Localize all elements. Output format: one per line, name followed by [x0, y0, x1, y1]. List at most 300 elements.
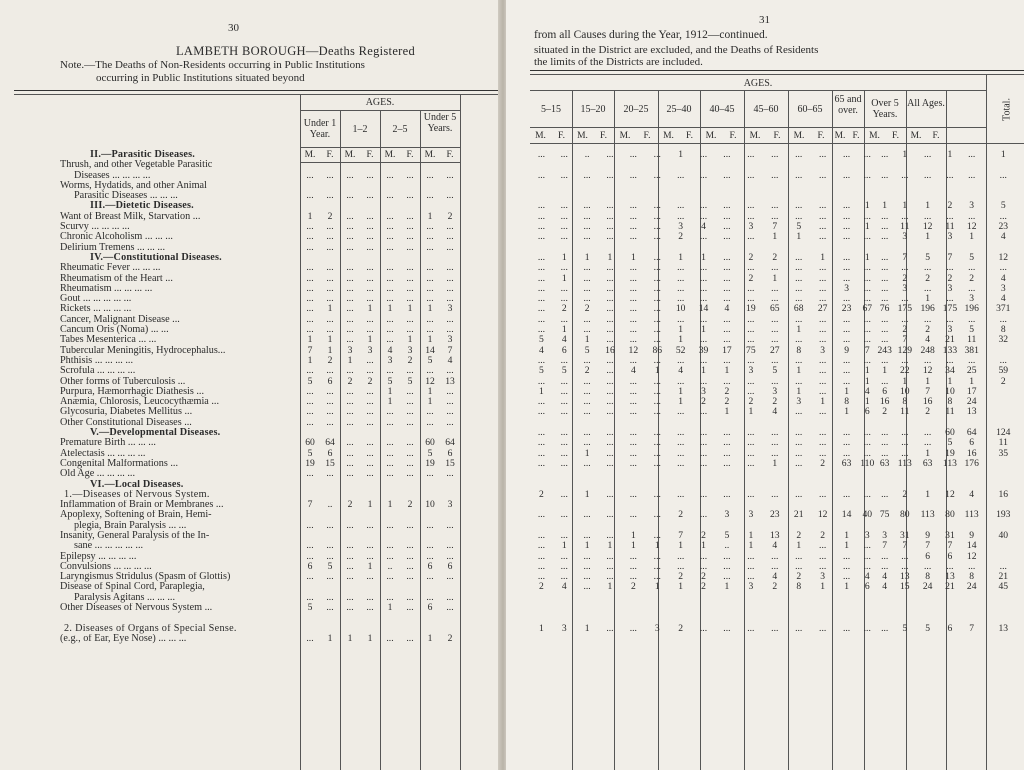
right-cell: [876, 603, 893, 613]
right-table-row: [530, 263, 1024, 273]
left-cell: 2: [367, 376, 373, 387]
left-cell: ...: [426, 191, 434, 202]
right-cell: ...: [747, 201, 755, 212]
right-cell: ...: [747, 355, 755, 366]
right-cell: ...: [560, 283, 568, 294]
right-cell: 17: [722, 345, 732, 356]
left-cell: ...: [306, 592, 314, 603]
left-cell: 6: [447, 448, 453, 459]
right-cell: 1: [654, 366, 660, 377]
right-cell: 10: [675, 304, 686, 315]
right-cell: 3: [864, 530, 870, 541]
right-cell: ...: [863, 211, 871, 222]
right-cell: [645, 613, 669, 623]
right-cell: ...: [747, 551, 755, 562]
right-cell: [961, 243, 983, 253]
right-cell: ...: [946, 263, 954, 274]
right-cell: [939, 521, 961, 531]
right-cell: [961, 418, 983, 428]
right-cell: [599, 418, 622, 428]
left-cell: ...: [366, 417, 374, 428]
right-cell: ...: [881, 489, 889, 500]
left-cell: 3: [407, 345, 413, 356]
right-cell: [692, 603, 715, 613]
right-cell: [645, 480, 669, 490]
left-cell: [380, 160, 400, 170]
left-cell: [300, 201, 320, 211]
right-cell: 1: [882, 366, 888, 377]
right-table-row: [530, 304, 1024, 314]
left-cell: 4: [447, 355, 453, 366]
left-cell: [380, 490, 400, 500]
right-cell: ...: [723, 263, 731, 274]
left-cell: [400, 510, 420, 520]
right-cell: ...: [863, 273, 871, 284]
right-cell: [893, 521, 916, 531]
left-cell: 1: [427, 397, 433, 408]
right-cell: ...: [560, 397, 568, 408]
right-cell: ...: [653, 438, 661, 449]
left-cell: [360, 428, 380, 438]
left-cell: ...: [346, 603, 354, 614]
left-cell: [420, 613, 440, 623]
left-cell: [420, 201, 440, 211]
right-cell: ...: [901, 170, 909, 181]
right-cell: 40: [862, 510, 873, 521]
right-cell: [859, 603, 876, 613]
right-cell: ...: [537, 283, 546, 294]
total-cell: [983, 469, 1024, 479]
right-cell: [553, 191, 576, 201]
right-cell: ...: [560, 510, 568, 521]
left-cell: [400, 181, 420, 191]
right-cell: [916, 418, 939, 428]
left-cell: ...: [366, 469, 374, 480]
cause-label: Congenital Malformations ...: [60, 458, 178, 469]
right-cell: 4: [561, 582, 567, 593]
right-cell: [599, 634, 622, 644]
cause-label: Cancer, Malignant Disease ...: [60, 314, 180, 325]
right-cell: [669, 603, 692, 613]
right-cell: 1: [678, 582, 684, 593]
right-cell: [787, 181, 811, 191]
left-cell: ...: [326, 417, 334, 428]
left-cell: ...: [326, 541, 334, 552]
right-cell: ...: [771, 551, 779, 562]
right-cell: [621, 593, 645, 603]
right-cell: [739, 243, 763, 253]
mf-label: F.: [446, 150, 454, 160]
right-cell: ...: [881, 376, 889, 387]
right-cell: [692, 500, 715, 510]
right-table-row: [530, 325, 1024, 335]
cause-label: Gout ... ... ... ... ...: [60, 294, 132, 305]
right-table-row: [530, 624, 1024, 634]
right-cell: ...: [537, 448, 546, 459]
right-cell: [763, 521, 787, 531]
left-cell: ...: [406, 222, 414, 233]
left-cell: [320, 253, 340, 263]
right-cell: ...: [968, 561, 976, 572]
right-cell: [763, 613, 787, 623]
right-cell: ...: [629, 448, 637, 459]
total-cell: 13: [998, 623, 1009, 634]
right-table-row: [530, 294, 1024, 304]
right-cell: 1: [630, 252, 636, 263]
right-cell: ...: [723, 222, 731, 233]
right-cell: ...: [747, 376, 755, 387]
top-rule-thin: [14, 94, 500, 95]
total-cell: [983, 418, 1024, 428]
left-cell: ...: [366, 520, 374, 531]
left-cell: [300, 531, 320, 541]
right-cell: [576, 634, 599, 644]
right-cell: ...: [863, 428, 871, 439]
right-cell: ...: [819, 314, 827, 325]
right-cell: ...: [901, 355, 909, 366]
right-cell: [576, 469, 599, 479]
right-cell: 3: [748, 366, 754, 377]
right-cell: ...: [747, 170, 755, 181]
right-cell: ...: [924, 428, 932, 439]
right-cell: [576, 521, 599, 531]
left-table-row: [60, 613, 460, 623]
right-cell: [621, 191, 645, 201]
left-table-row: [60, 253, 460, 263]
right-cell: [576, 243, 599, 253]
right-cell: [763, 469, 787, 479]
left-cell: ...: [406, 397, 414, 408]
mf-label: F.: [729, 131, 737, 141]
right-cell: ...: [653, 263, 661, 274]
cause-label: Epilepsy ... ... ... ...: [60, 551, 137, 562]
left-table-row: [60, 531, 460, 541]
cause-label: Laryngismus Stridulus (Spasm of Glottis): [60, 572, 231, 583]
left-table-row: [60, 562, 460, 572]
right-cell: [916, 634, 939, 644]
right-cell: 3: [772, 386, 778, 397]
right-cell: [811, 181, 835, 191]
left-cell: 1: [307, 335, 313, 346]
right-cell: 1: [969, 376, 975, 387]
right-table-row: [530, 552, 1024, 562]
right-cell: ...: [583, 263, 591, 274]
right-cell: ...: [771, 448, 779, 459]
right-cell: ...: [583, 572, 591, 583]
right-cell: 1: [864, 366, 870, 377]
left-cell: ...: [446, 222, 454, 233]
right-cell: 14: [841, 510, 852, 521]
right-cell: 2: [678, 510, 684, 521]
right-cell: 7: [947, 541, 953, 552]
right-cell: [669, 521, 692, 531]
left-table-row: [60, 191, 460, 201]
right-cell: ...: [653, 335, 661, 346]
right-cell: ...: [629, 325, 637, 336]
right-cell: 3: [701, 386, 706, 397]
cause-label: VI.—Local Diseases.: [90, 479, 184, 490]
right-cell: [715, 480, 739, 490]
cause-label: Tubercular Meningitis, Hydrocephalus...: [60, 345, 226, 356]
mf-label: M.: [384, 150, 396, 160]
right-cell: [787, 243, 811, 253]
left-cell: 1: [407, 335, 413, 346]
left-cell: 19: [305, 458, 315, 469]
right-cell: [787, 634, 811, 644]
right-cell: 1: [864, 222, 870, 233]
right-cell: 4: [678, 366, 684, 377]
left-cell: ...: [306, 263, 314, 274]
mf-label: F.: [892, 131, 899, 141]
right-cell: [621, 181, 645, 191]
right-cell: [645, 191, 669, 201]
right-cell: ...: [699, 263, 708, 274]
right-ages-header: AGES.: [743, 78, 773, 89]
right-cell: 1: [844, 530, 849, 541]
right-cell: ...: [653, 325, 661, 336]
right-cell: ...: [606, 376, 614, 387]
right-cell: ...: [924, 283, 932, 294]
left-cell: [440, 150, 460, 160]
right-cell: ...: [771, 325, 779, 336]
right-cell: [811, 243, 835, 253]
right-cell: ...: [795, 170, 803, 181]
right-cell: ...: [863, 489, 871, 500]
left-cell: [360, 510, 380, 520]
right-cell: 1: [844, 541, 849, 552]
right-cell: ...: [629, 355, 637, 366]
left-cell: [340, 480, 360, 490]
right-cell: 4: [925, 335, 931, 346]
right-cell: [715, 500, 739, 510]
right-cell: ...: [537, 252, 546, 263]
total-cell: 371: [996, 304, 1011, 315]
left-cell: ...: [446, 386, 454, 397]
left-table-row: [60, 315, 460, 325]
right-cell: [621, 480, 645, 490]
top-rule: [14, 90, 500, 91]
right-cell: ...: [629, 438, 637, 449]
right-table-row: [530, 521, 1024, 531]
right-cell: ...: [747, 232, 755, 243]
right-table-row: [530, 459, 1024, 469]
right-cell: ...: [699, 335, 708, 346]
left-cell: ...: [366, 438, 374, 449]
left-cell: ...: [426, 294, 434, 305]
left-cell: ...: [326, 242, 334, 253]
col-5-15: 5–15: [541, 104, 561, 115]
total-cell: [983, 160, 1024, 170]
left-table-row: [60, 284, 460, 294]
right-cell: ...: [842, 428, 851, 439]
right-cell: 10: [945, 386, 955, 397]
right-cell: [916, 480, 939, 490]
right-cell: ...: [819, 170, 827, 181]
right-cell: ...: [606, 561, 614, 572]
right-cell: ...: [653, 232, 661, 243]
left-cell: ...: [426, 551, 434, 562]
right-cell: ...: [842, 366, 851, 377]
right-cell: [961, 469, 983, 479]
left-cell: [400, 531, 420, 541]
right-cell: [859, 480, 876, 490]
cause-label: Glycosuria, Diabetes Mellitus ...: [60, 407, 193, 418]
right-cell: 2: [772, 582, 778, 593]
right-cell: ...: [863, 623, 871, 634]
right-cell: [530, 603, 553, 613]
left-cell: ...: [326, 314, 334, 325]
left-table-row: [60, 222, 460, 232]
right-cell: 5: [969, 252, 975, 263]
right-cell: 1: [925, 201, 931, 212]
note-line-2: occurring in Public Institutions situated beyond: [96, 72, 305, 84]
left-cell: ...: [386, 541, 394, 552]
right-cell: [553, 521, 576, 531]
right-cell: 1: [561, 273, 567, 284]
cause-label: Rickets ... ... ... ...: [60, 304, 132, 315]
left-ages-header: AGES.: [365, 97, 395, 108]
right-cell: ...: [606, 428, 614, 439]
left-cell: ...: [386, 633, 394, 644]
left-cell: [380, 613, 400, 623]
right-cell: [739, 418, 763, 428]
right-cell: ...: [795, 201, 803, 212]
left-cell: [300, 160, 320, 170]
left-cell: ...: [386, 417, 394, 428]
right-cell: 75: [746, 345, 756, 356]
right-cell: 13: [945, 572, 955, 583]
right-cell: [811, 593, 835, 603]
right-cell: ...: [924, 438, 932, 449]
left-cell: [320, 201, 340, 211]
right-cell: 3: [748, 582, 754, 593]
right-cell: [669, 634, 692, 644]
right-cell: ...: [747, 211, 755, 222]
right-cell: [876, 521, 893, 531]
right-cell: [530, 613, 553, 623]
right-cell: [893, 243, 916, 253]
right-cell: 14: [966, 541, 977, 552]
left-cell: ...: [406, 366, 414, 377]
right-cell: ...: [747, 283, 755, 294]
left-cell: [300, 181, 320, 191]
right-cell: ...: [863, 448, 871, 459]
right-cell: [787, 469, 811, 479]
right-table-row: [530, 407, 1024, 417]
left-cell: 5: [307, 448, 313, 459]
right-cell: 1: [748, 541, 754, 552]
right-cell: ...: [863, 232, 871, 243]
right-cell: [835, 603, 859, 613]
left-cell: ...: [346, 232, 354, 243]
left-cell: ...: [326, 469, 334, 480]
right-cell: ...: [537, 397, 546, 408]
right-cell: [739, 160, 763, 170]
right-cell: ...: [924, 211, 932, 222]
right-cell: 3: [882, 530, 888, 541]
right-cell: ...: [653, 150, 661, 160]
right-cell: [961, 521, 983, 531]
right-cell: ...: [537, 355, 546, 366]
right-cell: ...: [723, 273, 731, 284]
right-cell: ...: [771, 561, 779, 572]
right-cell: 7: [678, 530, 684, 541]
right-page-number: 31: [759, 14, 770, 26]
left-cell: ...: [386, 242, 394, 253]
left-cell: [300, 480, 320, 490]
right-cell: ...: [606, 551, 614, 562]
right-cell: 14: [698, 304, 709, 315]
right-cell: [599, 191, 622, 201]
right-cell: 6: [969, 438, 975, 449]
left-cell: 3: [347, 345, 353, 356]
left-cell: ...: [446, 366, 454, 377]
right-cell: 13: [966, 407, 977, 418]
left-cell: [340, 582, 360, 592]
left-cell: [420, 150, 440, 160]
right-cell: [669, 593, 692, 603]
right-cell: [530, 500, 553, 510]
right-cell: [787, 603, 811, 613]
total-cell: 21: [998, 572, 1009, 583]
cause-label: IV.—Constitutional Diseases.: [90, 252, 222, 263]
total-cell: ...: [999, 314, 1007, 325]
left-cell: ...: [386, 438, 394, 449]
right-cell: [553, 634, 576, 644]
left-cell: ...: [326, 572, 334, 583]
left-cell: [380, 624, 400, 634]
right-table-row: [530, 366, 1024, 376]
right-cell: 8: [796, 582, 802, 593]
left-table-row: [60, 449, 460, 459]
left-cell: [360, 624, 380, 634]
right-cell: [530, 181, 553, 191]
left-cell: ...: [306, 541, 314, 552]
right-cell: [553, 243, 576, 253]
right-cell: ...: [560, 386, 568, 397]
left-cell: [420, 490, 440, 500]
right-cell: ...: [842, 623, 851, 634]
right-table-row: [530, 315, 1024, 325]
left-cell: ...: [326, 273, 334, 284]
right-cell: ...: [863, 314, 871, 325]
right-cell: ...: [795, 489, 803, 500]
right-cell: ...: [771, 211, 779, 222]
total-cell: ...: [999, 263, 1007, 274]
right-table-row: [530, 160, 1024, 170]
left-cell: ...: [446, 592, 454, 603]
right-cell: [893, 613, 916, 623]
right-cell: ...: [819, 541, 827, 552]
left-cell: [300, 624, 320, 634]
right-cell: ...: [723, 623, 731, 634]
right-table-row: [530, 438, 1024, 448]
right-cell: 1: [925, 294, 931, 305]
left-cell: [420, 624, 440, 634]
right-cell: ...: [901, 211, 909, 222]
cause-label: Apoplexy, Softening of Brain, Hemi-: [60, 510, 212, 521]
right-table-row: [530, 201, 1024, 211]
right-cell: [645, 603, 669, 613]
right-cell: ...: [795, 561, 803, 572]
right-cell: ...: [771, 489, 779, 500]
right-cell: ...: [881, 170, 889, 181]
right-table-row: [530, 480, 1024, 490]
right-table-row: [530, 572, 1024, 582]
right-cell: 2: [796, 530, 802, 541]
right-cell: ...: [723, 572, 731, 583]
left-cell: 1: [387, 500, 393, 511]
